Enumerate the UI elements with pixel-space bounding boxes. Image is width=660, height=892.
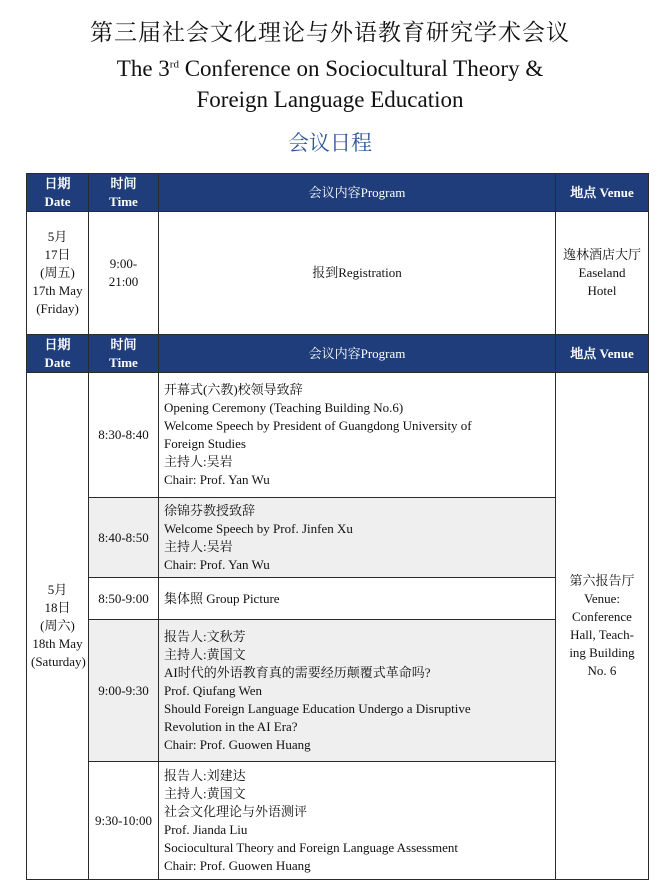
day2-date-line: 18日 — [44, 600, 71, 615]
session-line: 徐锦芬教授致辞 — [164, 502, 256, 518]
header-date-en: Date — [44, 193, 71, 209]
session-line: Prof. Jianda Liu — [164, 821, 248, 837]
header-time — [89, 174, 159, 212]
session-line: Opening Ceremony (Teaching Building No.6) — [164, 400, 404, 415]
day1-time-line: 21:00 — [108, 274, 139, 289]
day2-venue-line: Hall, Teach- — [570, 627, 634, 642]
day2-venue — [556, 373, 649, 880]
day1-date-line: (Friday) — [36, 301, 79, 316]
session-content — [159, 373, 556, 498]
title-chinese: 第三届社会文化理论与外语教育研究学术会议 — [90, 20, 570, 46]
session-line: Sociocultural Theory and Foreign Language Assessment — [164, 839, 459, 855]
day1-date-line: 17th May — [32, 283, 83, 298]
header-date-zh: 日期 — [44, 175, 71, 191]
day2-date-line: 18th May — [32, 636, 83, 651]
session-time: 9:30-10:00 — [89, 762, 159, 880]
title-en-prefix: The 3 — [116, 56, 170, 81]
title-english-line1 — [0, 54, 660, 84]
session-row — [27, 620, 649, 762]
session-line: 开幕式(六教)校领导致辞 — [164, 382, 303, 397]
header-date-en: Date — [44, 354, 71, 370]
session-line: Chair: Prof. Guowen Huang — [164, 736, 311, 752]
session-line: Chair: Prof. Yan Wu — [164, 556, 270, 572]
session-line: Welcome Speech by Prof. Jinfen Xu — [164, 520, 353, 536]
day2-date-line: 5月 — [47, 582, 68, 597]
header-venue: 地点 Venue — [556, 174, 649, 212]
day1-venue-line: Easeland — [578, 265, 626, 280]
title-english-line2: Foreign Language Education — [196, 87, 464, 112]
day1-time-line: 9:00- — [109, 256, 138, 271]
header-date — [27, 174, 89, 212]
session-line: 主持人:黄国文 — [164, 646, 246, 662]
session-line: 报告人:刘建达 — [164, 767, 246, 783]
session-row — [27, 498, 649, 578]
session-row — [27, 578, 649, 620]
day2-venue-line: ing Building — [569, 645, 635, 660]
day1-program: 报到Registration — [159, 212, 556, 335]
session-line: Prof. Qiufang Wen — [164, 682, 263, 698]
session-row — [27, 373, 649, 498]
session-line: 主持人:吴岩 — [164, 454, 233, 469]
session-line: AI时代的外语教育真的需要经历颠覆式革命吗? — [164, 664, 431, 680]
session-content — [159, 762, 556, 880]
schedule-table — [26, 173, 649, 880]
day1-date-line: 5月 — [47, 229, 68, 244]
header-row-2 — [27, 335, 649, 373]
session-time: 8:50-9:00 — [89, 578, 159, 620]
day1-venue-line: 逸林酒店大厅 — [562, 247, 641, 262]
day1-date — [27, 212, 89, 335]
header-program: 会议内容Program — [159, 174, 556, 212]
day2-date — [27, 373, 89, 880]
day1-time — [89, 212, 159, 335]
session-line: Foreign Studies — [164, 436, 246, 451]
session-time: 8:30-8:40 — [89, 373, 159, 498]
day1-row — [27, 212, 649, 335]
session-time: 8:40-8:50 — [89, 498, 159, 578]
session-time: 9:00-9:30 — [89, 620, 159, 762]
header-time-zh: 时间 — [110, 336, 137, 352]
session-line: 主持人:黄国文 — [164, 785, 246, 801]
header-row-1 — [27, 174, 649, 212]
header-date-zh: 日期 — [44, 336, 71, 352]
session-row — [27, 762, 649, 880]
session-line: Chair: Prof. Guowen Huang — [164, 857, 311, 873]
session-content — [159, 578, 556, 620]
day2-venue-line: Venue: — [583, 591, 621, 606]
day1-date-line: 17日 — [44, 247, 71, 262]
day2-date-line: (Saturday) — [31, 654, 86, 669]
session-line: 报告人:文秋芳 — [164, 628, 246, 644]
day2-date-line: (周六) — [40, 618, 75, 633]
day2-venue-line: No. 6 — [587, 663, 617, 678]
session-line: 主持人:吴岩 — [164, 538, 233, 554]
day2-venue-line: 第六报告厅 — [569, 573, 635, 588]
schedule-heading: 会议日程 — [288, 131, 372, 155]
day2-venue-line: Conference — [572, 609, 632, 624]
header-date — [27, 335, 89, 373]
session-line: Chair: Prof. Yan Wu — [164, 472, 270, 487]
header-time — [89, 335, 159, 373]
session-line: 集体照 Group Picture — [164, 590, 280, 606]
title-en-suffix: Conference on Sociocultural Theory & — [178, 56, 544, 81]
header-time-en: Time — [109, 354, 138, 370]
header-venue: 地点 Venue — [556, 335, 649, 373]
session-line: Revolution in the AI Era? — [164, 718, 298, 734]
title-en-ordinal: rd — [169, 58, 179, 71]
session-line: Welcome Speech by President of Guangdong University of — [164, 418, 472, 433]
session-content — [159, 498, 556, 578]
header-program: 会议内容Program — [159, 335, 556, 373]
session-line: 社会文化理论与外语测评 — [164, 803, 308, 819]
header-time-zh: 时间 — [110, 175, 137, 191]
session-line: Should Foreign Language Education Undergo a Disruptive — [164, 700, 471, 716]
header-time-en: Time — [109, 193, 138, 209]
day1-venue — [556, 212, 649, 335]
day1-venue-line: Hotel — [587, 283, 617, 298]
session-content — [159, 620, 556, 762]
day1-date-line: (周五) — [40, 265, 75, 280]
